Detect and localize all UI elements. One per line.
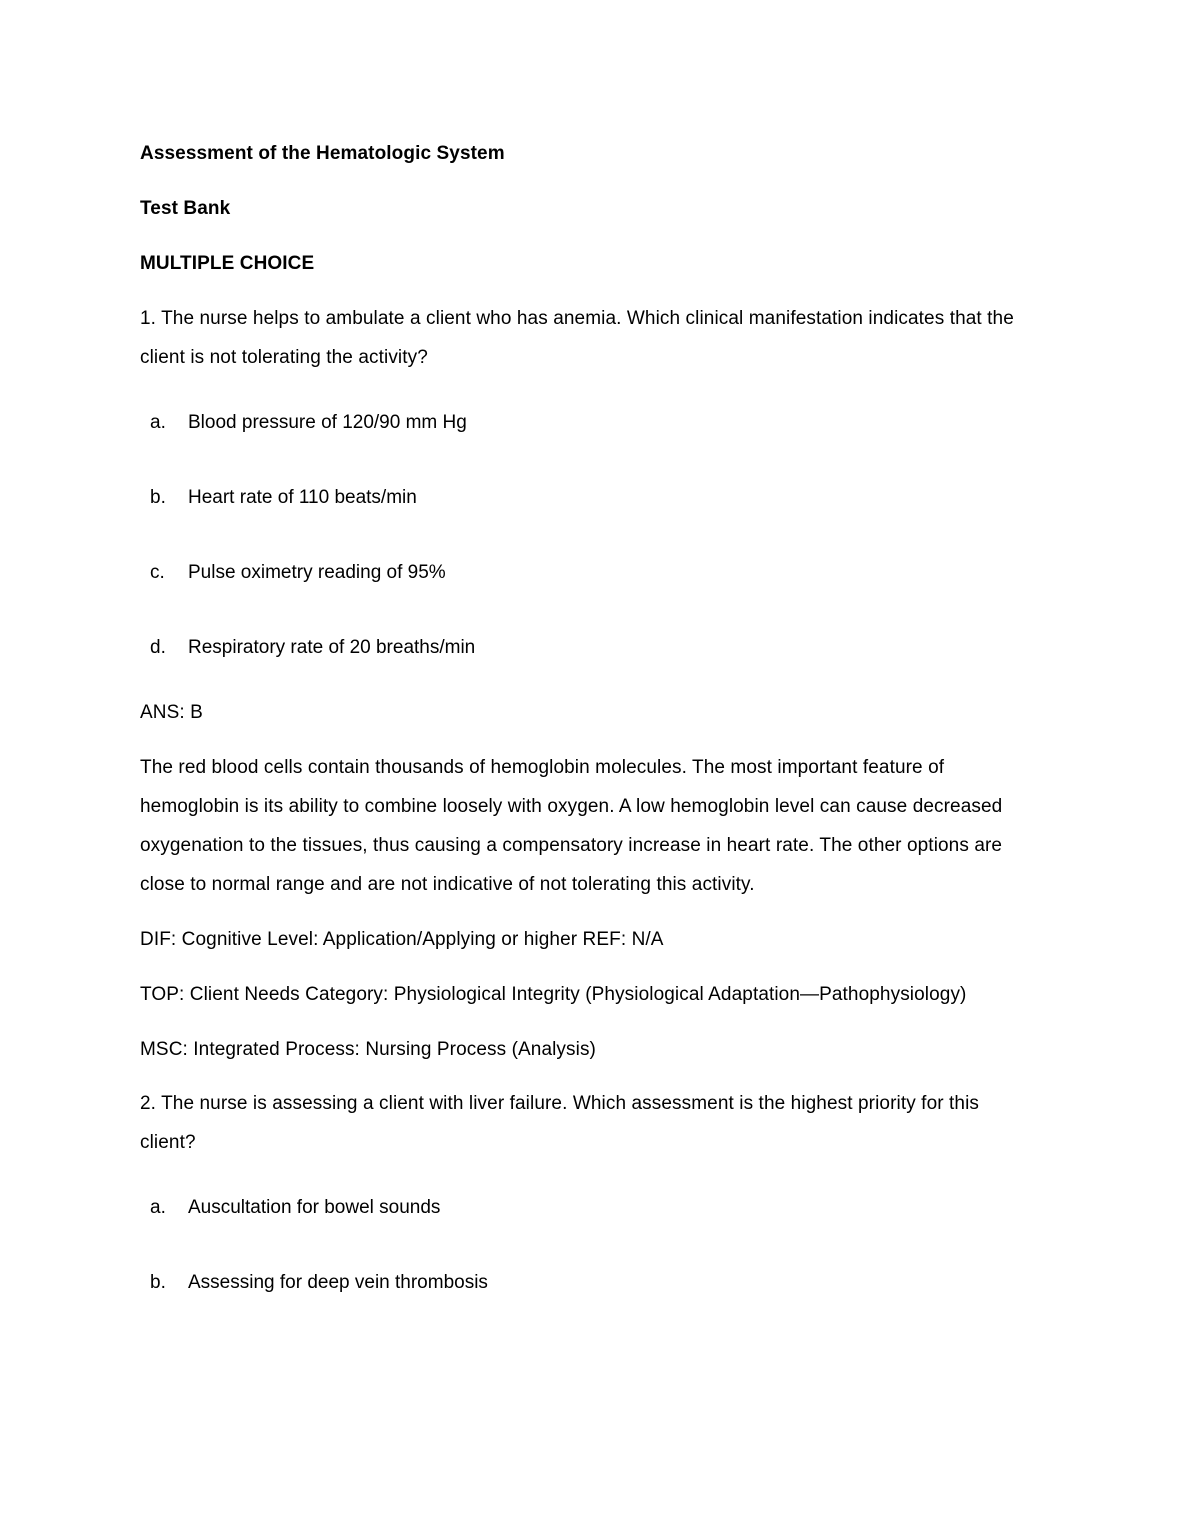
document-subtitle: Test Bank	[140, 198, 231, 219]
option-letter: d.	[150, 637, 166, 658]
option-text: Blood pressure of 120/90 mm Hg	[188, 412, 467, 433]
option-text: Pulse oximetry reading of 95%	[188, 562, 446, 583]
section-heading: MULTIPLE CHOICE	[140, 253, 315, 274]
question-1-rationale-line-2: hemoglobin is its ability to combine loosely with oxygen. A low hemoglobin level can cause decreased	[140, 796, 1003, 817]
option-letter: a.	[150, 412, 166, 433]
option-text: Heart rate of 110 beats/min	[188, 487, 417, 508]
question-1-rationale-line-4: close to normal range and are not indicative of not tolerating this activity.	[140, 874, 755, 895]
option-text: Auscultation for bowel sounds	[188, 1197, 441, 1218]
question-1-difficulty: DIF: Cognitive Level: Application/Applying or higher REF: N/A	[140, 929, 664, 950]
question-1-rationale-line-1: The red blood cells contain thousands of hemoglobin molecules. The most important feature of	[140, 757, 945, 778]
option-text: Respiratory rate of 20 breaths/min	[188, 637, 476, 658]
document-title: Assessment of the Hematologic System	[140, 143, 505, 164]
option-text: Assessing for deep vein thrombosis	[188, 1272, 488, 1293]
document-page	[140, 0, 1050, 1540]
option-letter: b.	[150, 487, 166, 508]
option-letter: a.	[150, 1197, 166, 1218]
question-2-stem-line-1: 2. The nurse is assessing a client with liver failure. Which assessment is the highest priority for this	[140, 1093, 980, 1114]
option-letter: c.	[150, 562, 165, 583]
question-2-stem-line-2: client?	[140, 1132, 196, 1153]
question-1-answer: ANS: B	[140, 702, 203, 723]
option-letter: b.	[150, 1272, 166, 1293]
question-1-stem-line-2: client is not tolerating the activity?	[140, 347, 428, 368]
question-1-rationale-line-3: oxygenation to the tissues, thus causing a compensatory increase in heart rate. The other options are	[140, 835, 1003, 856]
question-1-topic: TOP: Client Needs Category: Physiological Integrity (Physiological Adaptation—Pathophysiology)	[140, 984, 967, 1005]
question-1-msc: MSC: Integrated Process: Nursing Process (Analysis)	[140, 1039, 596, 1060]
question-1-stem-line-1: 1. The nurse helps to ambulate a client who has anemia. Which clinical manifestation indicates that the	[140, 308, 1014, 329]
